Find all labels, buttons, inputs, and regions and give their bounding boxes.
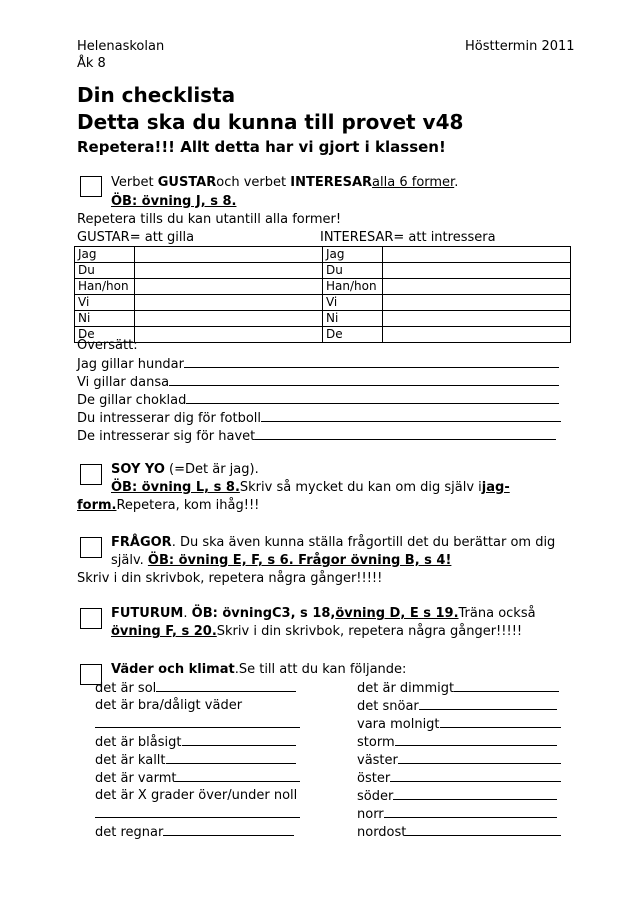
weather-right-item bbox=[357, 733, 557, 751]
weather-left-item bbox=[95, 715, 300, 733]
translate-sentence: De gillar choklad bbox=[77, 393, 187, 408]
interesar-answer-cell[interactable] bbox=[382, 311, 570, 327]
checkbox-soy-yo[interactable] bbox=[80, 464, 102, 485]
interesar-answer-cell[interactable] bbox=[382, 247, 570, 263]
translate-sentence: Vi gillar dansa bbox=[77, 375, 170, 390]
answer-blank[interactable] bbox=[398, 751, 561, 764]
weather-term: det är kallt bbox=[95, 753, 166, 768]
gustar-answer-cell[interactable] bbox=[134, 263, 322, 279]
conjugation-row bbox=[75, 327, 571, 343]
weather-left-item bbox=[95, 679, 296, 697]
translate-sentence: Du intresserar dig för fotboll bbox=[77, 411, 262, 426]
answer-blank[interactable] bbox=[384, 805, 557, 818]
grade-label: Åk 8 bbox=[77, 56, 106, 71]
page-title: Din checklista bbox=[77, 83, 236, 107]
weather-term: norr bbox=[357, 807, 384, 822]
verbs-line: Verbet GUSTARoch verbet INTERESARalla 6 former. bbox=[111, 175, 459, 190]
fragor-line-2: själv. ÖB: övning E, F, s 6. Frågor övning B, s 4! bbox=[111, 553, 452, 568]
weather-right-item bbox=[357, 697, 557, 715]
answer-blank[interactable] bbox=[186, 391, 559, 404]
weather-left-item bbox=[95, 769, 300, 787]
gustar-heading: GUSTAR= att gilla bbox=[77, 230, 195, 245]
translate-row bbox=[77, 355, 559, 373]
answer-blank[interactable] bbox=[255, 427, 556, 440]
interesar-heading: INTERESAR= att intressera bbox=[320, 230, 496, 245]
translate-row bbox=[77, 373, 559, 391]
weather-right-item bbox=[357, 769, 561, 787]
soyyo-line-2: ÖB: övning L, s 8.Skriv så mycket du kan om dig själv ijag- bbox=[111, 480, 510, 495]
weather-term: det är bra/dåligt väder bbox=[95, 698, 243, 713]
conjugation-row bbox=[75, 311, 571, 327]
answer-blank[interactable] bbox=[163, 823, 294, 836]
answer-blank[interactable] bbox=[395, 733, 557, 746]
weather-term: det är varmt bbox=[95, 771, 177, 786]
weather-term: vara molnigt bbox=[357, 717, 440, 732]
weather-term: nordost bbox=[357, 825, 407, 840]
weather-term: väster bbox=[357, 753, 398, 768]
weather-term: det är blåsigt bbox=[95, 735, 182, 750]
checkbox-futurum[interactable] bbox=[80, 608, 102, 629]
answer-blank[interactable] bbox=[393, 787, 557, 800]
gustar-answer-cell[interactable] bbox=[134, 279, 322, 295]
weather-term: det regnar bbox=[95, 825, 164, 840]
gustar-answer-cell[interactable] bbox=[134, 311, 322, 327]
fragor-line-1: FRÅGOR. Du ska även kunna ställa frågortill det du berättar om dig bbox=[111, 535, 556, 550]
weather-left-item bbox=[95, 823, 294, 841]
weather-left-item bbox=[95, 787, 297, 804]
gustar-pronoun: Du bbox=[75, 263, 135, 279]
weather-term: det är X grader över/under noll bbox=[95, 788, 298, 803]
gustar-pronoun: Jag bbox=[75, 247, 135, 263]
interesar-answer-cell[interactable] bbox=[382, 295, 570, 311]
answer-blank[interactable] bbox=[184, 355, 559, 368]
interesar-pronoun: Han/hon bbox=[322, 279, 382, 295]
page-subtitle: Detta ska du kunna till provet v48 bbox=[77, 110, 464, 134]
weather-right-item bbox=[357, 715, 561, 733]
interesar-pronoun: Du bbox=[322, 263, 382, 279]
weather-term: öster bbox=[357, 771, 391, 786]
interesar-pronoun: Jag bbox=[322, 247, 382, 263]
translate-row bbox=[77, 427, 556, 445]
interesar-answer-cell[interactable] bbox=[382, 263, 570, 279]
gustar-pronoun: Han/hon bbox=[75, 279, 135, 295]
school-name: Helenaskolan bbox=[77, 39, 165, 54]
term-label: Hösttermin 2011 bbox=[465, 39, 575, 54]
answer-blank[interactable] bbox=[406, 823, 561, 836]
answer-blank[interactable] bbox=[166, 751, 296, 764]
weather-term: det är dimmigt bbox=[357, 681, 455, 696]
checkbox-verbs[interactable] bbox=[80, 176, 102, 197]
interesar-pronoun: Ni bbox=[322, 311, 382, 327]
conjugation-row bbox=[75, 247, 571, 263]
weather-left-item bbox=[95, 805, 300, 823]
weather-right-item bbox=[357, 787, 557, 805]
weather-left-item bbox=[95, 697, 242, 714]
translate-sentence: Jag gillar hundar bbox=[77, 357, 184, 372]
weather-left-item bbox=[95, 733, 296, 751]
translate-sentence: De intresserar sig för havet bbox=[77, 429, 256, 444]
weather-term: det snöar bbox=[357, 699, 419, 714]
interesar-answer-cell[interactable] bbox=[382, 279, 570, 295]
interesar-pronoun: Vi bbox=[322, 295, 382, 311]
conjugation-table bbox=[74, 246, 571, 343]
weather-right-item bbox=[357, 751, 561, 769]
translate-row bbox=[77, 409, 561, 427]
weather-right-item bbox=[357, 805, 557, 823]
translate-row bbox=[77, 391, 559, 409]
answer-blank[interactable] bbox=[454, 679, 559, 692]
gustar-answer-cell[interactable] bbox=[134, 327, 322, 343]
gustar-pronoun: De bbox=[75, 327, 135, 343]
answer-blank[interactable] bbox=[95, 715, 300, 728]
answer-blank[interactable] bbox=[182, 733, 296, 746]
weather-heading: Väder och klimat.Se till att du kan följande: bbox=[111, 662, 407, 677]
repeat-line: Repetera!!! Allt detta har vi gjort i klassen! bbox=[77, 138, 446, 156]
answer-blank[interactable] bbox=[176, 769, 300, 782]
soyyo-line-1: SOY YO (=Det är jag). bbox=[111, 462, 259, 477]
conjugation-row bbox=[75, 295, 571, 311]
fragor-line-3: Skriv i din skrivbok, repetera några gånger!!!!! bbox=[77, 571, 383, 586]
weather-term: det är sol bbox=[95, 681, 157, 696]
weather-term: storm bbox=[357, 735, 395, 750]
answer-blank[interactable] bbox=[419, 697, 557, 710]
weather-left-item bbox=[95, 751, 296, 769]
weather-right-item bbox=[357, 679, 559, 697]
gustar-answer-cell[interactable] bbox=[134, 247, 322, 263]
interesar-pronoun: De bbox=[322, 327, 382, 343]
checkbox-fragor[interactable] bbox=[80, 537, 102, 558]
interesar-answer-cell[interactable] bbox=[382, 327, 570, 343]
conjugation-row bbox=[75, 279, 571, 295]
answer-blank[interactable] bbox=[390, 769, 561, 782]
answer-blank[interactable] bbox=[261, 409, 561, 422]
conjugation-row bbox=[75, 263, 571, 279]
answer-blank[interactable] bbox=[440, 715, 561, 728]
answer-blank[interactable] bbox=[95, 805, 300, 818]
verbs-note: Repetera tills du kan utantill alla former! bbox=[77, 212, 342, 227]
soyyo-line-3: form.Repetera, kom ihåg!!! bbox=[77, 498, 260, 513]
futurum-line-1: FUTURUM. ÖB: övningC3, s 18,övning D, E s 19.Träna också bbox=[111, 606, 536, 621]
weather-term: söder bbox=[357, 789, 394, 804]
gustar-answer-cell[interactable] bbox=[134, 295, 322, 311]
weather-right-item bbox=[357, 823, 561, 841]
answer-blank[interactable] bbox=[156, 679, 296, 692]
verbs-exercise: ÖB: övning J, s 8. bbox=[111, 194, 237, 209]
futurum-line-2: övning F, s 20.Skriv i din skrivbok, repetera några gånger!!!!! bbox=[111, 624, 523, 639]
answer-blank[interactable] bbox=[169, 373, 559, 386]
translate-heading: Översätt: bbox=[77, 338, 138, 353]
gustar-pronoun: Vi bbox=[75, 295, 135, 311]
gustar-pronoun: Ni bbox=[75, 311, 135, 327]
